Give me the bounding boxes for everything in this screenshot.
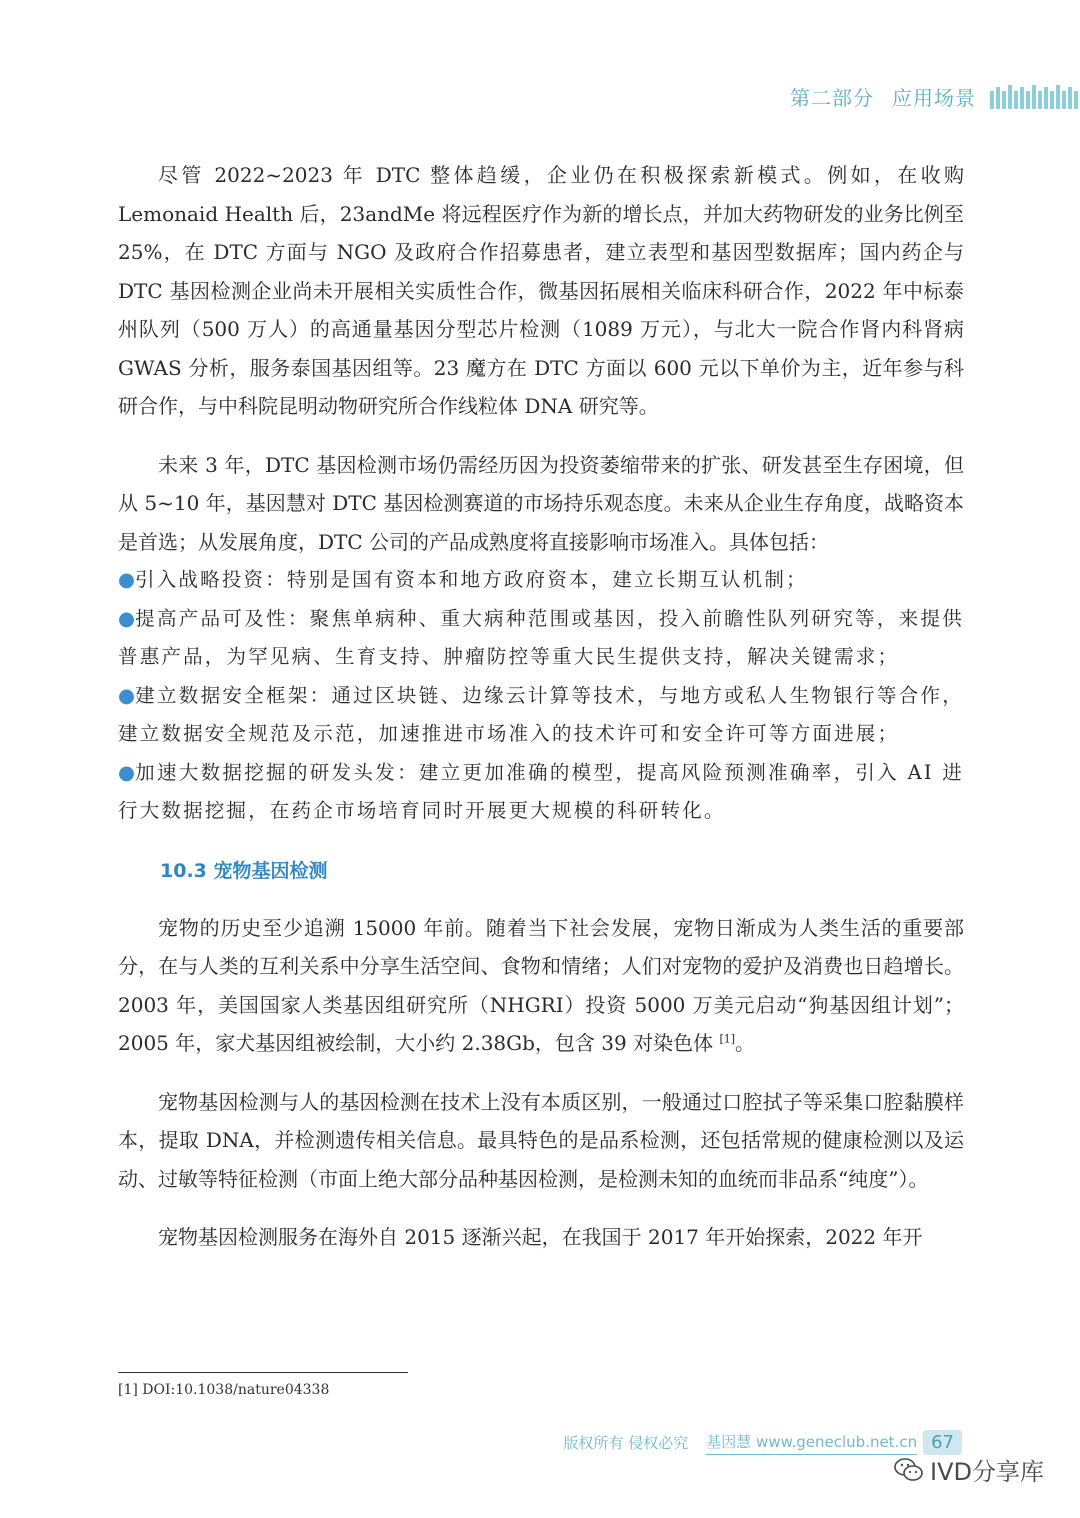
section-heading: 10.3 宠物基因检测 [160, 859, 328, 882]
bullet-icon: ● [118, 760, 136, 784]
header-decoration [990, 83, 1080, 109]
paragraph-dtc-trends: 尽管 2022~2023 年 DTC 整体趋缓，企业仍在积极探索新模式。例如，在收购 Lemonaid Health 后，23andMe 将远程医疗作为新的增长点，并加大药物研发的业务比例至 25%，在 DTC 方面与 NGO 及政府合作招募患者，建立表型和基因型数据库；国内药企与 DTC 基因检测企业尚未开展相关实质性合作，微基因拓展相关临床科研合作，2022 年中标泰州队列（500 万人）的高通量基因分型芯片检测（1089 万元），与北大一院合作肾内科肾病 GWAS 分析，服务泰国基因组等。23 魔方在 DTC 方面以 600 元以下单价为主，近年参与科研合作，与中科院昆明动物研究所合作线粒体 DNA 研究等。 [118, 163, 964, 418]
header-part: 第二部分 [790, 85, 874, 110]
site-link[interactable]: 基因慧 www.geneclub.net.cn [706, 1431, 917, 1455]
bullet-icon: ● [118, 683, 136, 707]
bullet-list [118, 561, 964, 831]
paragraph-pet-testing: 宠物基因检测与人的基因检测在技术上没有本质区别，一般通过口腔拭子等采集口腔黏膜样本，提取 DNA，并检测遗传相关信息。最具特色的是品系检测，还包括常规的健康检测以及运动、过敏等特征检测（市面上绝大部分品种基因检测，是检测未知的血统而非品系“纯度”）。 [118, 1089, 964, 1191]
list-item: ●提高产品可及性：聚焦单病种、重大病种范围或基因，投入前瞻性队列研究等，来提供普惠产品，为罕见病、生育支持、肿瘤防控等重大民生提供支持，解决关键需求； [118, 606, 965, 668]
bullet-icon: ● [118, 606, 136, 630]
paragraph-pet-history: 宠物的历史至少追溯 15000 年前。随着当下社会发展，宠物日渐成为人类生活的重要部分，在与人类的互利关系中分享生活空间、食物和情绪；人们对宠物的爱护及消费也日趋增长。2003 年，美国国家人类基因组研究所（NHGRI）投资 5000 万美元启动“狗基因组计划”；2005 年，家犬基因组被绘制，大小约 2.38Gb，包含 39 对染色体 [1]。 [118, 915, 964, 1055]
footnote: [1] DOI:10.1038/nature04338 [118, 1382, 330, 1398]
header-title [790, 82, 976, 111]
watermark-text: IVD分享库 [930, 1458, 1044, 1486]
copyright-notice: 版权所有 侵权必究 [563, 1434, 689, 1452]
paragraph-dtc-outlook: 未来 3 年，DTC 基因检测市场仍需经历因为投资萎缩带来的扩张、研发甚至生存困境，但从 5~10 年，基因慧对 DTC 基因检测赛道的市场持乐观态度。未来从企业生存角度，战略资本是首选；从发展角度，DTC 公司的产品成熟度将直接影响市场准入。具体包括： [118, 452, 964, 554]
list-item: ●加速大数据挖掘的研发头发：建立更加准确的模型，提高风险预测准确率，引入 AI 进行大数据挖掘，在药企市场培育同时开展更大规模的科研转化。 [118, 760, 965, 822]
list-item: ●引入战略投资：特别是国有资本和地方政府资本，建立长期互认机制； [118, 568, 808, 591]
wechat-icon [894, 1457, 924, 1483]
bullet-icon: ● [118, 568, 136, 591]
list-item: ●建立数据安全框架：通过区块链、边缘云计算等技术，与地方或私人生物银行等合作，建立数据安全规范及示范，加速推进市场准入的技术许可和安全许可等方面进展； [118, 683, 965, 745]
watermark [894, 1452, 1044, 1487]
page-number: 67 [923, 1430, 962, 1455]
running-header [790, 80, 1080, 112]
footnote-reference[interactable]: [1] [719, 1032, 736, 1046]
footnote-divider [118, 1372, 408, 1373]
header-section: 应用场景 [892, 85, 976, 110]
main-content [118, 156, 964, 1277]
paragraph-pet-market: 宠物基因检测服务在海外自 2015 逐渐兴起，在我国于 2017 年开始探索，2022 年开 [158, 1225, 923, 1249]
